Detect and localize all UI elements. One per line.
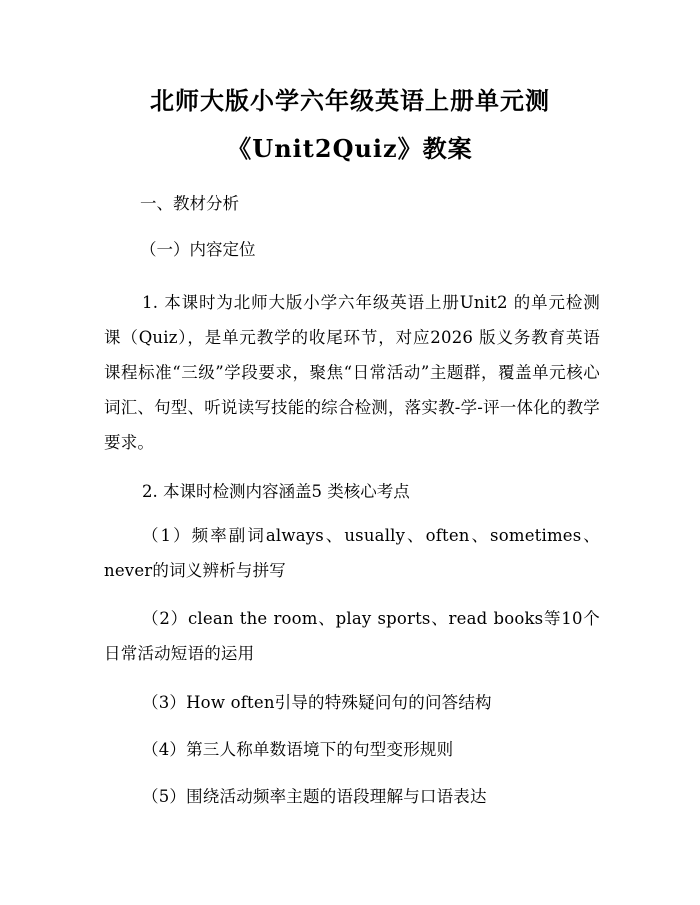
document-title-line-2: 《Unit2Quiz》教案 — [227, 134, 473, 163]
list-item-5: （5）围绕活动频率主题的语段理解与口语表达 — [142, 787, 487, 806]
list-item-1: （1）频率副词always、usually、often、sometimes、never的词义辨析与拼写 — [104, 526, 600, 580]
list-item-4: （4）第三人称单数语境下的句型变形规则 — [142, 740, 454, 759]
section-heading: 一、教材分析 — [140, 194, 239, 213]
document-title-line-1: 北师大版小学六年级英语上册单元测 — [150, 86, 550, 115]
list-item-2: （2）clean the room、play sports、read books等10个日常活动短语的运用 — [104, 609, 600, 663]
paragraph-test-points: 2. 本课时检测内容涵盖5 类核心考点 — [142, 482, 410, 501]
subsection-heading: （一）内容定位 — [140, 240, 256, 259]
list-item-3: （3）How often引导的特殊疑问句的问答结构 — [142, 693, 492, 712]
paragraph-content-positioning: 1. 本课时为北师大版小学六年级英语上册Unit2 的单元检测课（Quiz），是单元教学的收尾环节，对应2026 版义务教育英语课程标准“三级”学段要求，聚焦“日常活动”主题群，覆盖单元核心词汇、句型、听说读写技能的综合检测，落实教-学-评一体化的教学要求。 — [104, 293, 600, 452]
